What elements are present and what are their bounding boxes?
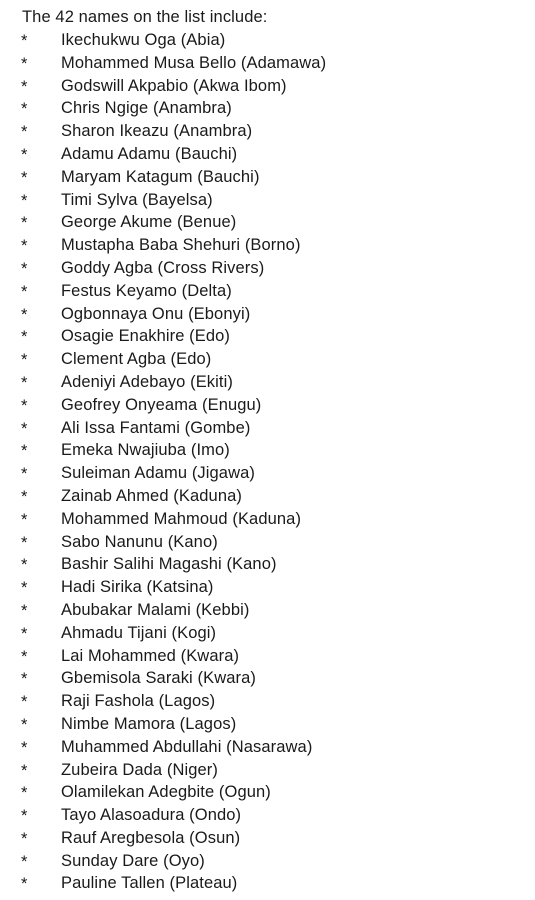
list-item-name: Ahmadu Tijani (Kogi) (61, 623, 217, 642)
bullet-marker: * (21, 693, 28, 712)
bullet-marker: * (21, 351, 28, 370)
list-item-name: Pauline Tallen (Plateau) (61, 874, 238, 893)
bullet-marker: * (21, 601, 28, 620)
list-item-name: Timi Sylva (Bayelsa) (61, 190, 213, 209)
list-item-name: Sharon Ikeazu (Anambra) (61, 122, 253, 141)
bullet-marker: * (21, 77, 28, 96)
bullet-marker: * (21, 670, 28, 689)
bullet-marker: * (21, 54, 28, 73)
list-item-name: Abubakar Malami (Kebbi) (61, 600, 250, 619)
list-item-name: Geofrey Onyeama (Enugu) (61, 395, 262, 414)
bullet-marker: * (21, 852, 28, 871)
list-item-name: Muhammed Abdullahi (Nasarawa) (61, 737, 313, 756)
bullet-marker: * (21, 579, 28, 598)
bullet-marker: * (21, 647, 28, 666)
list-item-name: Adamu Adamu (Bauchi) (61, 144, 238, 163)
list-item-name: Festus Keyamo (Delta) (61, 281, 232, 300)
list-item-name: George Akume (Benue) (61, 213, 237, 232)
list-item-name: Bashir Salihi Magashi (Kano) (61, 555, 277, 574)
list-item-name: Godswill Akpabio (Akwa Ibom) (61, 76, 287, 95)
list-item-name: Mustapha Baba Shehuri (Borno) (61, 236, 301, 255)
bullet-marker: * (21, 328, 28, 347)
list-item-name: Clement Agba (Edo) (61, 350, 212, 369)
list-item-name: Maryam Katagum (Bauchi) (61, 167, 260, 186)
bullet-marker: * (21, 396, 28, 415)
bullet-marker: * (21, 373, 28, 392)
list-item-name: Ogbonnaya Onu (Ebonyi) (61, 304, 251, 323)
bullet-marker: * (21, 875, 28, 894)
bullet-marker: * (21, 624, 28, 643)
list-item-name: Sunday Dare (Oyo) (61, 851, 205, 870)
bullet-marker: * (21, 715, 28, 734)
list-item-name: Osagie Enakhire (Edo) (61, 327, 231, 346)
list-item-name: Adeniyi Adebayo (Ekiti) (61, 372, 233, 391)
bullet-marker: * (21, 191, 28, 210)
bullet-marker: * (21, 465, 28, 484)
bullet-marker: * (21, 556, 28, 575)
list-item-name: Sabo Nanunu (Kano) (61, 532, 218, 551)
list-item-name: Mohammed Musa Bello (Adamawa) (61, 53, 327, 72)
bullet-marker: * (21, 168, 28, 187)
bullet-marker: * (21, 237, 28, 256)
bullet-marker: * (21, 145, 28, 164)
bullet-marker: * (21, 123, 28, 142)
list-intro: The 42 names on the list include: (22, 8, 268, 26)
bullet-marker: * (21, 32, 28, 50)
bullet-marker: * (21, 829, 28, 848)
bullet-marker: * (21, 214, 28, 233)
list-item-name: Chris Ngige (Anambra) (61, 99, 232, 118)
bullet-marker: * (21, 442, 28, 461)
list-item-name: Gbemisola Saraki (Kwara) (61, 669, 256, 688)
bullet-marker: * (21, 259, 28, 278)
list-item-name: Hadi Sirika (Katsina) (61, 578, 214, 597)
list-item-name: Emeka Nwajiuba (Imo) (61, 441, 230, 460)
bullet-marker: * (21, 487, 28, 506)
list-item-name: Rauf Aregbesola (Osun) (61, 828, 241, 847)
bullet-marker: * (21, 100, 28, 119)
list-item-name: Lai Mohammed (Kwara) (61, 646, 240, 665)
bullet-marker: * (21, 282, 28, 301)
list-item-name: Nimbe Mamora (Lagos) (61, 714, 237, 733)
bullet-marker: * (21, 761, 28, 780)
bullet-marker: * (21, 533, 28, 552)
list-item-name: Goddy Agba (Cross Rivers) (61, 258, 265, 277)
list-item-name: Ali Issa Fantami (Gombe) (61, 418, 251, 437)
list-item-name: Suleiman Adamu (Jigawa) (61, 464, 255, 483)
list-item-name: Zubeira Dada (Niger) (61, 760, 218, 779)
list-item-name: Tayo Alasoadura (Ondo) (61, 806, 242, 825)
bullet-marker: * (21, 784, 28, 803)
list-item-name: Olamilekan Adegbite (Ogun) (61, 783, 271, 802)
list-item-name: Mohammed Mahmoud (Kaduna) (61, 509, 302, 528)
bullet-marker: * (21, 419, 28, 438)
bullet-marker: * (21, 510, 28, 529)
bullet-marker: * (21, 738, 28, 757)
list-item-name: Raji Fashola (Lagos) (61, 692, 216, 711)
bullet-marker: * (21, 807, 28, 826)
list-item-name: Ikechukwu Oga (Abia) (61, 31, 226, 49)
bullet-marker: * (21, 305, 28, 324)
list-item-name: Zainab Ahmed (Kaduna) (61, 486, 242, 505)
